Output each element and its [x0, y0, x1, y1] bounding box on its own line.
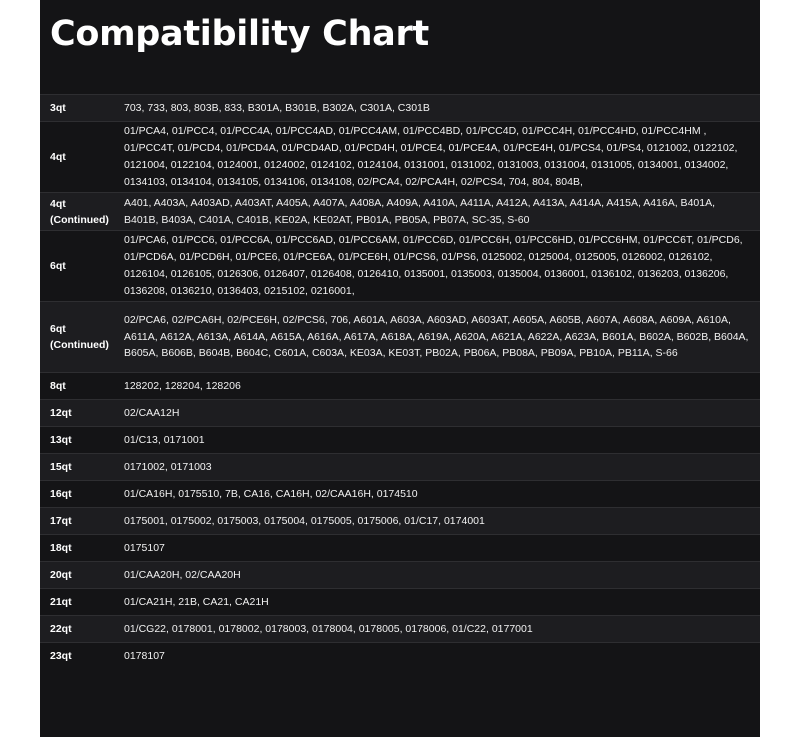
table-row — [40, 121, 760, 192]
size-label: 13qt — [50, 434, 72, 446]
size-label: 15qt — [50, 461, 72, 473]
model-list: 0178107 — [124, 649, 165, 662]
size-label: 6qt (Continued) — [50, 323, 109, 351]
page-title: Compatibility Chart — [50, 14, 429, 54]
size-label: 12qt — [50, 407, 72, 419]
model-list: A401, A403A, A403AD, A403AT, A405A, A407A, A408A, A409A, A410A, A411A, A412A, A413A, A414A, A415A, A416A, B401A, B401B, B403A, C401A, C401B, KE02A, KE02AT, PB01A, PB05A, PB07A, SC-35, S-60 — [124, 196, 716, 226]
table-row — [40, 561, 760, 588]
model-list: 01/PCA4, 01/PCC4, 01/PCC4A, 01/PCC4AD, 01/PCC4AM, 01/PCC4BD, 01/PCC4D, 01/PCC4H, 01/PCC4HD, 01/PCC4HM , 01/PCC4T, 01/PCD4, 01/PCD4A, 01/PCD4AD, 01/PCD4H, 01/PCE4, 01/PCE4A, 01/PCE4H, 01/PCS4, 01/PS4, 0121002, 0122102, 0121004, 0122104, 0124001, 0124002, 0124102, 0124104, 0131001, 0131002, 0131003, 0131004, 0131005, 0134001, 0134002, 0134103, 0134104, 0134105, 0134106, 0134108, 02/PCA4, 02/PCA4H, 02/PCS4, 704, 804, 804B, — [124, 125, 738, 188]
compatibility-table — [40, 94, 760, 669]
table-row — [40, 399, 760, 426]
compatibility-page — [40, 0, 760, 737]
table-row — [40, 192, 760, 230]
model-list: 02/CAA12H — [124, 406, 180, 419]
size-label: 6qt — [50, 260, 66, 272]
model-list: 01/PCA6, 01/PCC6, 01/PCC6A, 01/PCC6AD, 01/PCC6AM, 01/PCC6D, 01/PCC6H, 01/PCC6HD, 01/PCC6HM, 01/PCC6T, 01/PCD6, 01/PCD6A, 01/PCD6H, 01/PCE6, 01/PCE6A, 01/PCE6H, 01/PCS6, 01/PS6, 0125002, 0125004, 0125005, 0126002, 0126102, 0126104, 0126105, 0126306, 0126407, 0126408, 0126410, 0135001, 0135003, 0135004, 0136001, 0136102, 0136203, 0136206, 0136208, 0136210, 0136403, 0215102, 0216001, — [124, 234, 743, 297]
table-row — [40, 94, 760, 121]
model-list: 01/C13, 0171001 — [124, 433, 205, 446]
table-row — [40, 453, 760, 480]
size-label: 18qt — [50, 542, 72, 554]
table-row — [40, 480, 760, 507]
model-list: 128202, 128204, 128206 — [124, 379, 241, 392]
size-label: 17qt — [50, 515, 72, 527]
table-row — [40, 426, 760, 453]
model-list: 0171002, 0171003 — [124, 460, 212, 473]
size-label: 22qt — [50, 623, 72, 635]
size-label: 16qt — [50, 488, 72, 500]
table-row — [40, 615, 760, 642]
size-label: 3qt — [50, 102, 66, 114]
table-row — [40, 507, 760, 534]
model-list: 01/CA21H, 21B, CA21, CA21H — [124, 595, 269, 608]
size-label: 23qt — [50, 650, 72, 662]
table-row — [40, 534, 760, 561]
size-label: 4qt (Continued) — [50, 197, 109, 226]
size-label: 8qt — [50, 380, 66, 392]
model-list: 01/CAA20H, 02/CAA20H — [124, 568, 241, 581]
size-label: 4qt — [50, 151, 66, 163]
model-list: 01/CG22, 0178001, 0178002, 0178003, 0178004, 0178005, 0178006, 01/C22, 0177001 — [124, 622, 533, 635]
model-list: 01/CA16H, 0175510, 7B, CA16, CA16H, 02/CAA16H, 0174510 — [124, 487, 418, 500]
model-list: 0175107 — [124, 541, 165, 554]
table-row — [40, 588, 760, 615]
model-list: 703, 733, 803, 803B, 833, B301A, B301B, B302A, C301A, C301B — [124, 101, 430, 114]
model-list: 02/PCA6, 02/PCA6H, 02/PCE6H, 02/PCS6, 706, A601A, A603A, A603AD, A603AT, A605A, A605B, A607A, A608A, A609A, A610A, A611A, A612A, A613A, A614A, A615A, A616A, A617A, A618A, A619A, A620A, A621A, A622A, A623A, B601A, B602A, B602B, B604A, B605A, B606B, B604B, B604C, C601A, C603A, KE03A, KE03T, PB02A, PB06A, PB08A, PB09A, PB10A, PB11A, S-66 — [124, 313, 749, 360]
table-row — [40, 230, 760, 301]
size-label: 21qt — [50, 596, 72, 608]
table-row — [40, 372, 760, 399]
model-list: 0175001, 0175002, 0175003, 0175004, 0175005, 0175006, 01/C17, 0174001 — [124, 514, 485, 527]
size-label: 20qt — [50, 569, 72, 581]
table-row — [40, 642, 760, 669]
table-row — [40, 301, 760, 372]
